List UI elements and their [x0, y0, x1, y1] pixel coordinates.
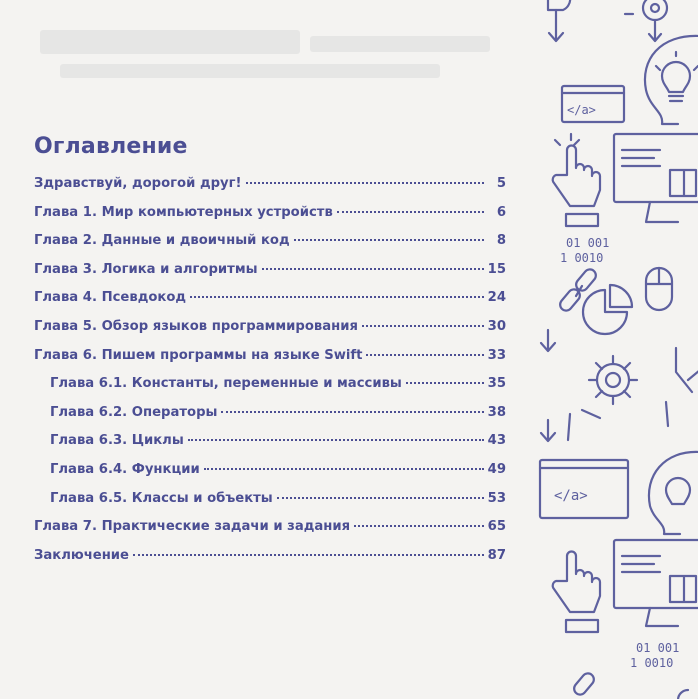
toc-entry-label: Глава 6.1. Константы, переменные и массивы: [50, 376, 402, 392]
pointing-hand-icon: [553, 552, 600, 633]
toc-entry-page: 15: [487, 261, 506, 277]
gear-icon: [568, 356, 637, 440]
cursor-arrow-icon: [541, 330, 555, 351]
toc-entry-label: Глава 4. Псевдокод: [34, 290, 187, 306]
toc-leader-dots: [294, 238, 484, 241]
toc-entry: [34, 176, 506, 205]
decorative-icon-column: [532, 0, 698, 699]
binary-line-2: 1 0010: [560, 251, 604, 265]
toc-entry: [34, 519, 506, 548]
toc-leader-dots: [204, 467, 484, 470]
code-window-label: </a>: [554, 488, 588, 504]
toc-entry-label: Здравствуй, дорогой друг!: [34, 176, 242, 191]
toc-leader-dots: [246, 181, 484, 184]
toc-entry-page: 30: [487, 318, 506, 334]
binary-line-2: 1 0010: [630, 656, 674, 670]
toc-entry-page: 65: [487, 519, 506, 535]
table-of-contents: [34, 134, 506, 576]
toc-title: Оглавление: [34, 134, 188, 159]
toc-entry: [34, 205, 506, 234]
toc-entry: [34, 262, 506, 291]
toc-entry-label: Глава 2. Данные и двоичный код: [34, 233, 290, 249]
toc-entry-page: 8: [496, 233, 506, 249]
toc-leader-dots: [366, 353, 483, 356]
toc-leader-dots: [133, 553, 484, 556]
binary-line-1: 01 001: [636, 641, 680, 655]
toc-entry-label: Глава 6.4. Функции: [50, 461, 200, 477]
toc-entry-label: Заключение: [34, 547, 129, 563]
toc-entry-label: Глава 3. Логика и алгоритмы: [34, 261, 258, 277]
toc-leader-dots: [406, 381, 484, 384]
toc-entry-label: Глава 6.5. Классы и объекты: [50, 490, 273, 506]
toc-entry: [34, 319, 506, 348]
chain-link-icon: [558, 267, 599, 313]
bleed-through-text: [40, 30, 500, 90]
code-window-label: </a>: [567, 103, 596, 117]
pointing-hand-icon: [553, 134, 600, 226]
toc-entry-page: 33: [487, 347, 506, 363]
toc-entry-label: Глава 5. Обзор языков программирования: [34, 318, 358, 334]
toc-entry-page: 49: [487, 461, 506, 477]
down-arrow-icon: [541, 420, 555, 441]
toc-subentry: [34, 433, 506, 462]
toc-leader-dots: [277, 496, 484, 499]
pie-chart-icon: [583, 285, 632, 334]
computer-mouse-icon: [646, 268, 672, 310]
toc-entry-label: Глава 6. Пишем программы на языке Swift: [34, 347, 363, 363]
computer-monitor-icon: [614, 540, 698, 626]
cursor-arrow-icon: [548, 0, 570, 41]
toc-entry-page: 35: [487, 376, 506, 392]
wrench-icon: [666, 348, 698, 426]
toc-entry: [34, 348, 506, 377]
toc-entry-label: Глава 6.3. Циклы: [50, 433, 184, 449]
chain-link-icon: [572, 671, 597, 697]
toc-subentry: [34, 462, 506, 491]
toc-entry-page: 24: [487, 290, 506, 306]
toc-leader-dots: [221, 410, 483, 413]
code-window-icon: [540, 460, 628, 518]
toc-subentry: [34, 376, 506, 405]
toc-leader-dots: [190, 295, 484, 298]
toc-leader-dots: [354, 524, 484, 527]
toc-entry: [34, 548, 506, 577]
toc-entry-label: Глава 6.2. Операторы: [50, 404, 218, 420]
toc-leader-dots: [262, 267, 484, 270]
binary-code-icon: [560, 236, 609, 265]
toc-entry-page: 38: [487, 404, 506, 420]
toc-leader-dots: [362, 324, 484, 327]
lightbulb-head-icon: [645, 36, 698, 124]
target-icon: [625, 0, 667, 41]
toc-entry-page: 5: [496, 176, 506, 191]
toc-leader-dots: [337, 210, 484, 213]
computer-monitor-icon: [614, 134, 698, 222]
toc-entry: [34, 233, 506, 262]
toc-subentry: [34, 491, 506, 520]
toc-entry-label: Глава 1. Мир компьютерных устройств: [34, 204, 333, 220]
lightbulb-head-icon: [649, 452, 698, 534]
binary-line-1: 01 001: [566, 236, 610, 250]
toc-entry-page: 43: [487, 433, 506, 449]
toc-entry-page: 53: [487, 490, 506, 506]
toc-entry-page: 6: [496, 204, 506, 220]
toc-entry-label: Глава 7. Практические задачи и задания: [34, 519, 351, 535]
binary-code-icon: [630, 641, 679, 670]
toc-subentry: [34, 405, 506, 434]
toc-entry: [34, 290, 506, 319]
toc-entry-page: 87: [487, 547, 506, 563]
code-window-icon: [562, 86, 624, 122]
toc-leader-dots: [188, 438, 484, 441]
pie-chart-icon: [678, 690, 698, 699]
